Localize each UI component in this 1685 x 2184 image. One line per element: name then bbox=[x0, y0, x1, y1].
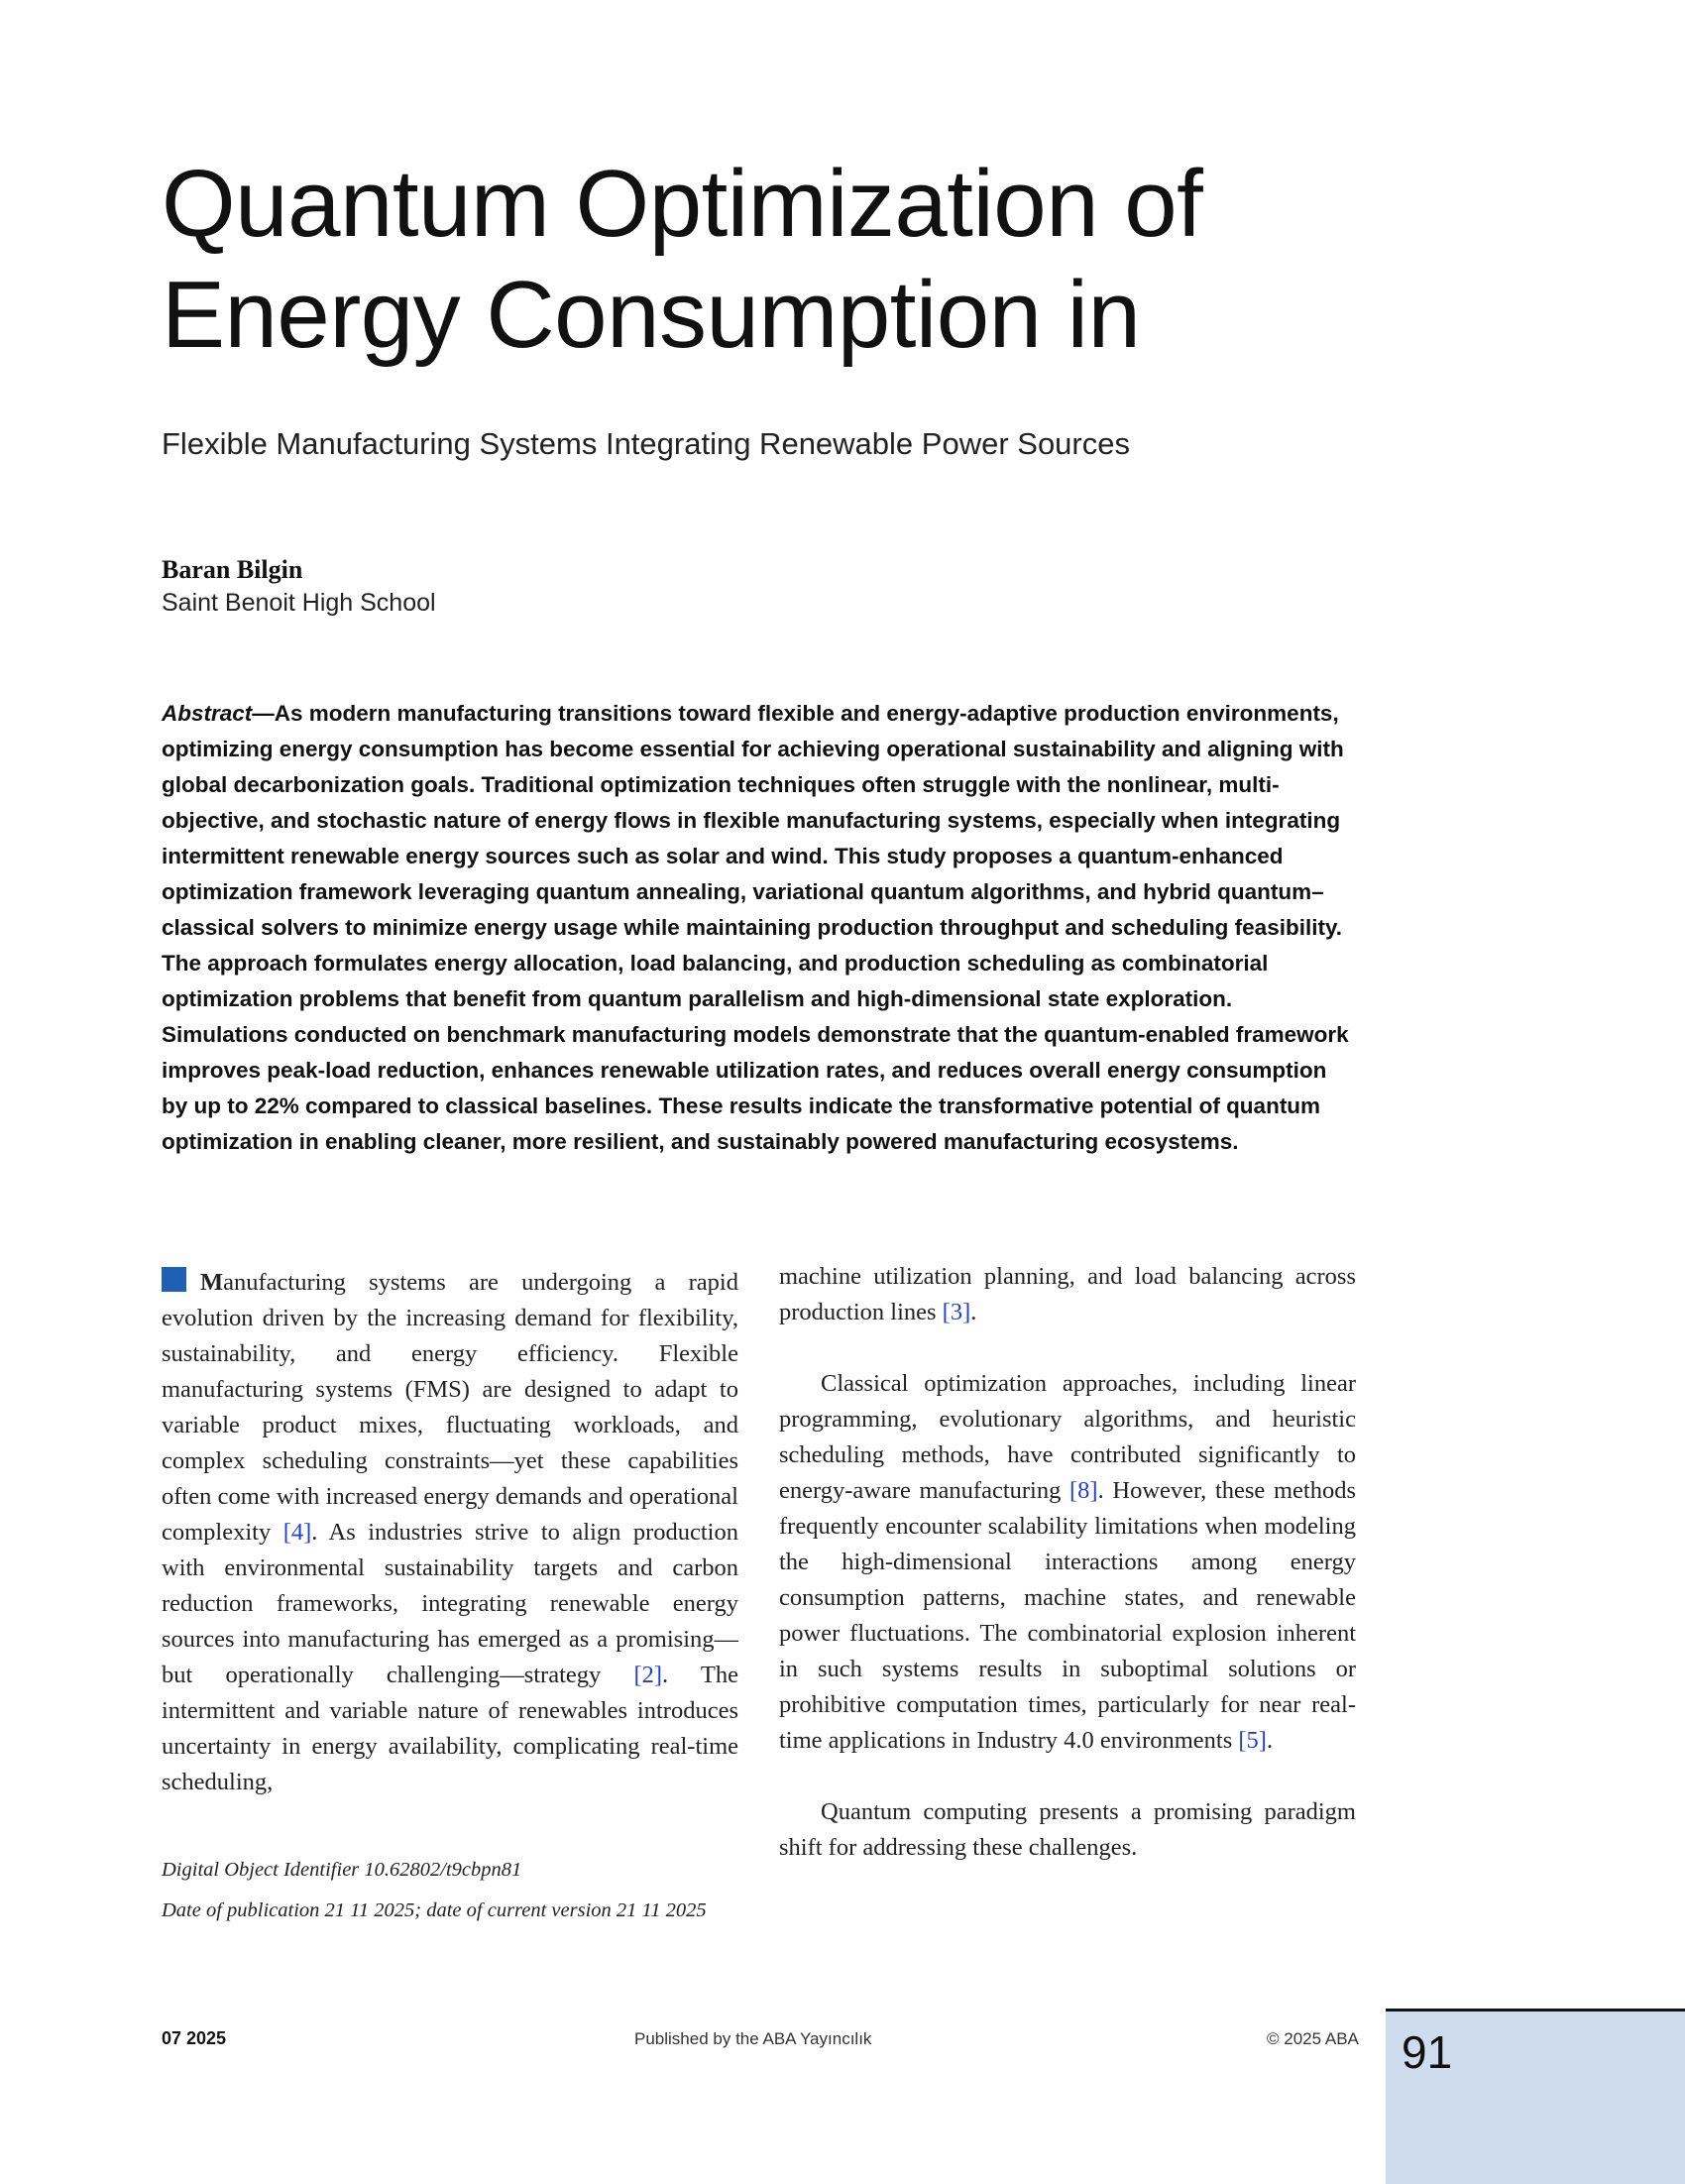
title-line-2: Energy Consumption in bbox=[162, 262, 1141, 368]
citation-link[interactable]: [4] bbox=[282, 1519, 312, 1546]
author-name: Baran Bilgin bbox=[162, 555, 303, 584]
section-marker-icon bbox=[162, 1267, 186, 1292]
page-number: 91 bbox=[1402, 2026, 1453, 2078]
publication-meta bbox=[162, 1850, 738, 1931]
footer-date: 07 2025 bbox=[162, 2028, 227, 2048]
title-line-1: Quantum Optimization of bbox=[162, 151, 1203, 257]
abstract-text: —As modern manufacturing transitions toward flexible and energy-adaptive production environments, optimizing energy consumption has become essential for achieving operational sustainability and aligning with global decarbonization goals. Traditional optimization techniques often struggle with the nonlinear, multi-objective, and stochastic nature of energy flows in flexible manufacturing systems, especially when integrating intermittent renewable energy sources such as solar and wind. This study proposes a quantum-enhanced optimization framework leveraging quantum annealing, variational quantum algorithms, and hybrid quantum–classical solvers to minimize energy usage while maintaining production throughput and scheduling feasibility. The approach formulates energy allocation, load balancing, and production scheduling as combinatorial optimization problems that benefit from quantum parallelism and high-dimensional state exploration. Simulations conducted on benchmark manufacturing models demonstrate that the quantum-enabled framework improves peak-load reduction, enhances renewable utilization rates, and reduces overall energy consumption by up to 22% compared to classical baselines. These results indicate the transformative potential of quantum optimization in enabling cleaner, more resilient, and sustainably powered manufacturing ecosystems. bbox=[162, 701, 1349, 1154]
paper-subtitle: Flexible Manufacturing Systems Integrating Renewable Power Sources bbox=[162, 426, 1130, 461]
doi: Digital Object Identifier 10.62802/t9cbpn81 bbox=[162, 1859, 522, 1881]
citation-link[interactable]: [5] bbox=[1238, 1727, 1267, 1754]
abstract bbox=[162, 696, 1351, 1160]
citation-link[interactable]: [8] bbox=[1069, 1477, 1098, 1504]
citation-link[interactable]: [3] bbox=[942, 1299, 971, 1325]
citation-link[interactable]: [2] bbox=[633, 1662, 663, 1688]
intro-paragraph: Manufacturing systems are undergoing a rapid evolution driven by the increasing demand for flexibility, sustainability, and energy efficiency. Flexible manufacturing systems (FMS) are designed to adapt to variable product mixes, fluctuating workloads, and complex scheduling constraints—yet these capabilities often come with increased energy demands and operational complexity [4]. As industries strive to align production with environmental sustainability targets and carbon reduction frameworks, integrating renewable energy sources into manufacturing has emerged as a promising—but operationally challenging—strategy [2]. The intermittent and variable nature of renewables introduces uncertainty in energy availability, complicating real-time scheduling, bbox=[162, 1269, 738, 1795]
author-affiliation: Saint Benoit High School bbox=[162, 589, 436, 617]
footer-copyright: © 2025 ABA bbox=[1267, 2029, 1359, 2048]
page-number-box bbox=[1386, 2009, 1685, 2184]
body-column-right bbox=[779, 1259, 1356, 1866]
publication-dates: Date of publication 21 11 2025; date of current version 21 11 2025 bbox=[162, 1899, 707, 1921]
paper-title bbox=[162, 149, 1351, 371]
dropcap: M bbox=[200, 1269, 224, 1296]
paragraph-classical: Classical optimization approaches, including linear programming, evolutionary algorithms, and heuristic scheduling methods, have contributed significantly to energy-aware manufacturing [8]. However, these methods frequently encounter scalability limitations when modeling the high-dimensional interactions among energy consumption patterns, machine states, and renewable power fluctuations. The combinatorial explosion inherent in such systems results in suboptimal solutions or prohibitive computation times, particularly for near real-time applications in Industry 4.0 environments [5]. bbox=[779, 1370, 1356, 1754]
body-column-left bbox=[162, 1265, 738, 1800]
footer-publisher: Published by the ABA Yayıncılık bbox=[634, 2029, 872, 2048]
paragraph-continuation: machine utilization planning, and load balancing across production lines [3]. bbox=[779, 1263, 1356, 1325]
abstract-label: Abstract bbox=[162, 701, 253, 726]
paragraph-quantum: Quantum computing presents a promising paradigm shift for addressing these challenges. bbox=[779, 1798, 1356, 1861]
